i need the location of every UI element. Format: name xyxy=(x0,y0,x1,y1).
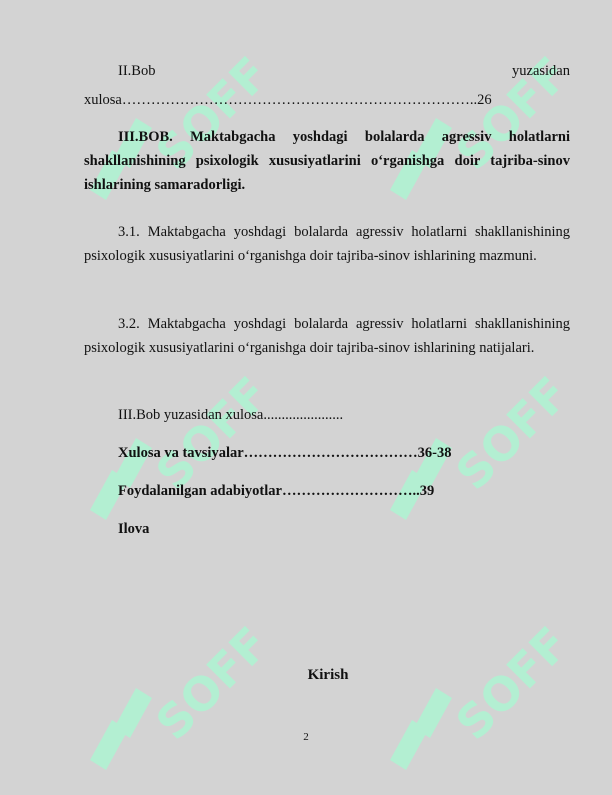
svg-text:SOFF: SOFF xyxy=(145,46,260,181)
watermark-logo xyxy=(80,610,260,790)
svg-text:SOFF: SOFF xyxy=(145,616,260,751)
toc-entry-label: II.Bob xyxy=(118,63,156,79)
svg-text:SOFF: SOFF xyxy=(445,366,560,501)
toc-section-3-2[interactable]: 3.2. Maktabgacha yoshdagi bolalarda agressiv holatlarni shakllanishining psixologik xususiyatlarini o‘rganishga doir tajriba-sinov ishlarining natijalari. xyxy=(84,316,570,356)
toc-entry-label: Xulosa va tavsiyalar………………………………36-38 xyxy=(118,445,452,461)
svg-text:SOFF: SOFF xyxy=(445,616,560,751)
section-heading: Kirish xyxy=(307,667,349,683)
toc-entry-label: Ilova xyxy=(118,521,150,537)
toc-entry-label: III.Bob yuzasidan xulosa...................... xyxy=(118,407,344,423)
page-number: 2 xyxy=(303,731,309,743)
svg-text:SOFF: SOFF xyxy=(145,366,260,501)
svg-text:SOFF: SOFF xyxy=(445,46,560,181)
toc-entry-label: yuzasidan xyxy=(512,63,570,79)
toc-section-3-1[interactable]: 3.1. Maktabgacha yoshdagi bolalarda agressiv holatlarni shakllanishining psixologik xususiyatlarini o‘rganishga doir tajriba-sinov ishlarining mazmuni. xyxy=(84,224,570,264)
watermark-logo xyxy=(380,610,560,790)
toc-chapter-3-title[interactable]: III.BOB. Maktabgacha yoshdagi bolalarda agressiv holatlarni shakllanishining psixologik xususiyatlarini o‘rganishga doir tajriba-sinov ishlarining samaradorligi. xyxy=(84,129,570,193)
toc-entry-label: Foydalanilgan adabiyotlar………………………..39 xyxy=(118,483,435,499)
toc-entry-ch2-summary-cont[interactable]: xulosa………………………………………………………………..26 xyxy=(84,92,492,108)
